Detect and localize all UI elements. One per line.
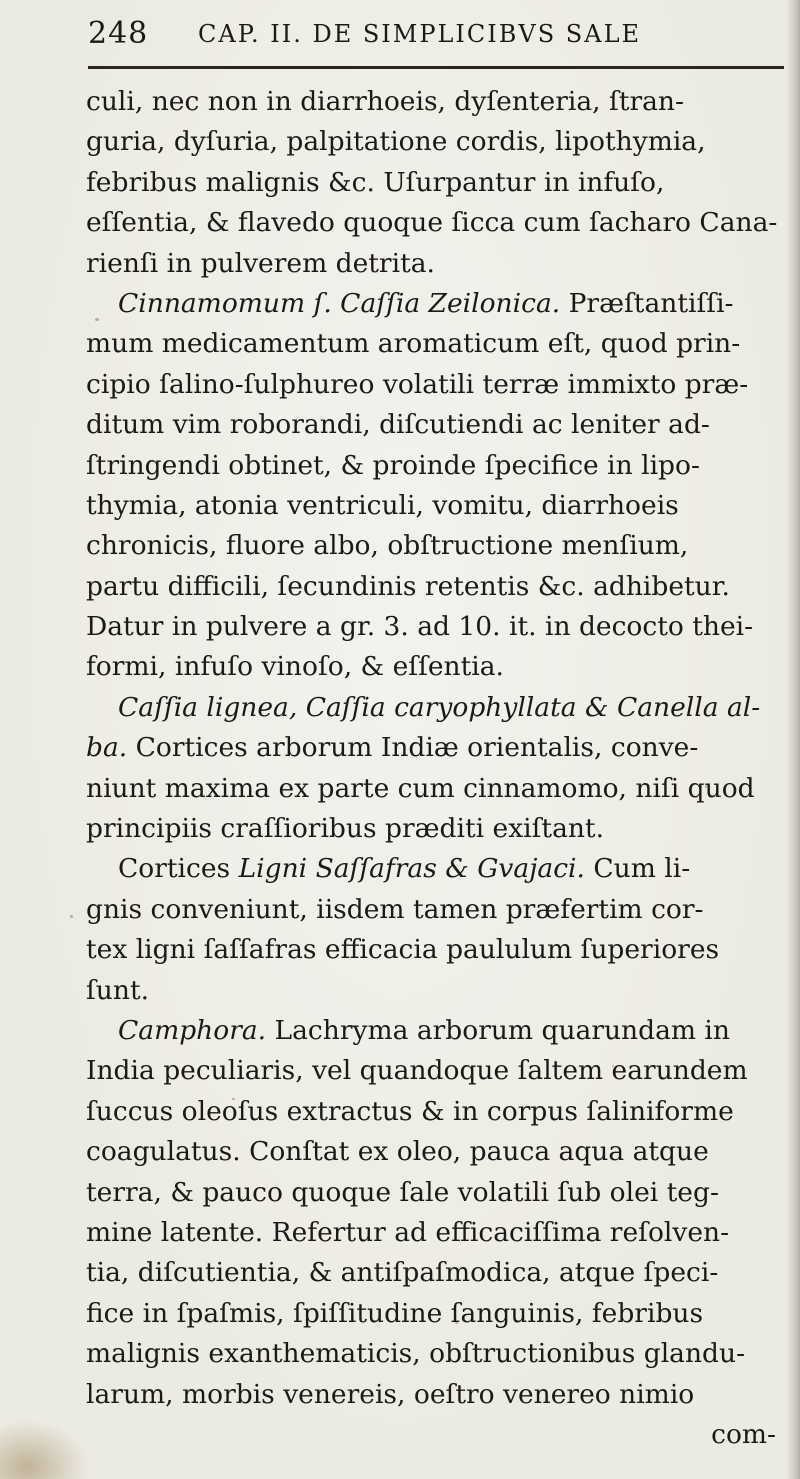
text-line: cipio ſalino-ſulphureo volatili terræ immixto præ- [86,368,749,400]
page-edge-shadow [786,0,800,1479]
text-line: formi, infuſo vinoſo, & eſſentia. [86,651,504,683]
text-line: ba. Cortices arborum Indiæ orientalis, conve- [86,732,699,764]
text-line: chronicis, fluore albo, obſtructione menſium, [86,530,689,562]
text-line: ſuccus oleoſus extractus & in corpus ſaliniforme [86,1095,734,1127]
text-line: tia, diſcutientia, & antiſpaſmodica, atque ſpeci- [86,1257,719,1289]
entry-term: Camphora. [118,1014,267,1046]
text-line: culi, nec non in diarrhoeis, dyſenteria, ſtran- [86,86,684,117]
text-line: tex ligni ſaſſafras efficacia paululum ſuperiores [86,934,720,966]
text-line: coagulatus. Conſtat ex oleo, pauca aqua atque [86,1136,709,1168]
entry-heading-line: Camphora. Lachryma arborum quarundam in [118,1014,730,1046]
text-line: partu difficili, ſecundinis retentis &c. adhibetur. [86,570,730,602]
text-line: rienſi in pulverem detrita. [86,247,435,279]
text-line: India peculiaris, vel quandoque ſaltem earundem [86,1055,748,1087]
text-line: fice in ſpaſmis, ſpiſſitudine ſanguinis, febribus [86,1297,704,1329]
body-text [86,82,786,1455]
text-line: ſtringendi obtinet, & proinde ſpecifice in lipo- [86,449,700,481]
corner-stain [0,1419,90,1479]
catchword: com- [711,1418,776,1450]
entry-term: ba. [86,732,128,764]
entry-term: Ligni Saſſafras & Gvajaci. [238,853,585,885]
entry-heading-line: Cortices Ligni Saſſafras & Gvajaci. Cum li- [118,853,691,885]
text-line: ſunt. [86,974,150,1006]
text-line: principiis craſſioribus præditi exiſtant. [86,813,605,845]
text-line: niunt maxima ex parte cum cinnamomo, niſi quod [86,772,755,804]
text-line: mum medicamentum aromaticum eſt, quod prin- [86,328,741,360]
page-header [88,16,788,56]
text-line: malignis exanthematicis, obſtructionibus glandu- [86,1338,746,1370]
text-line: guria, dyſuria, palpitatione cordis, lipothymia, [86,126,706,158]
running-head: CAP. II. DE SIMPLICIBVS SALE [198,20,642,48]
text-line: gnis conveniunt, iisdem tamen præfertim cor- [86,893,704,925]
text-line: larum, morbis venereis, oeſtro venereo nimio [86,1378,695,1410]
text-line: ditum vim roborandi, diſcutiendi ac leniter ad- [86,409,710,441]
page-number: 248 [88,16,149,51]
text-line: febribus malignis &c. Uſurpantur in infuſo, [86,166,665,198]
text-line: terra, & pauco quoque ſale volatili ſub olei teg- [86,1176,719,1208]
text-line: eſſentia, & flavedo quoque ſicca cum ſacharo Cana- [86,207,778,239]
text-line: thymia, atonia ventriculi, vomitu, diarrhoeis [86,489,679,521]
header-rule [88,66,784,69]
catchword-line [86,1415,786,1455]
entry-heading-line: Cinnamomum ſ. Caſſia Zeilonica. Præſtantiſſi- [118,287,734,319]
entry-heading-line [86,688,786,728]
text-line: mine latente. Refertur ad efficaciſſima reſolven- [86,1216,730,1248]
text-line: Datur in pulvere a gr. 3. ad 10. it. in decocto thei- [86,611,754,643]
entry-term: Caſſia lignea, Caſſia caryophyllata & Canella al- [118,691,761,723]
entry-term: Cinnamomum ſ. Caſſia Zeilonica. [118,287,561,319]
